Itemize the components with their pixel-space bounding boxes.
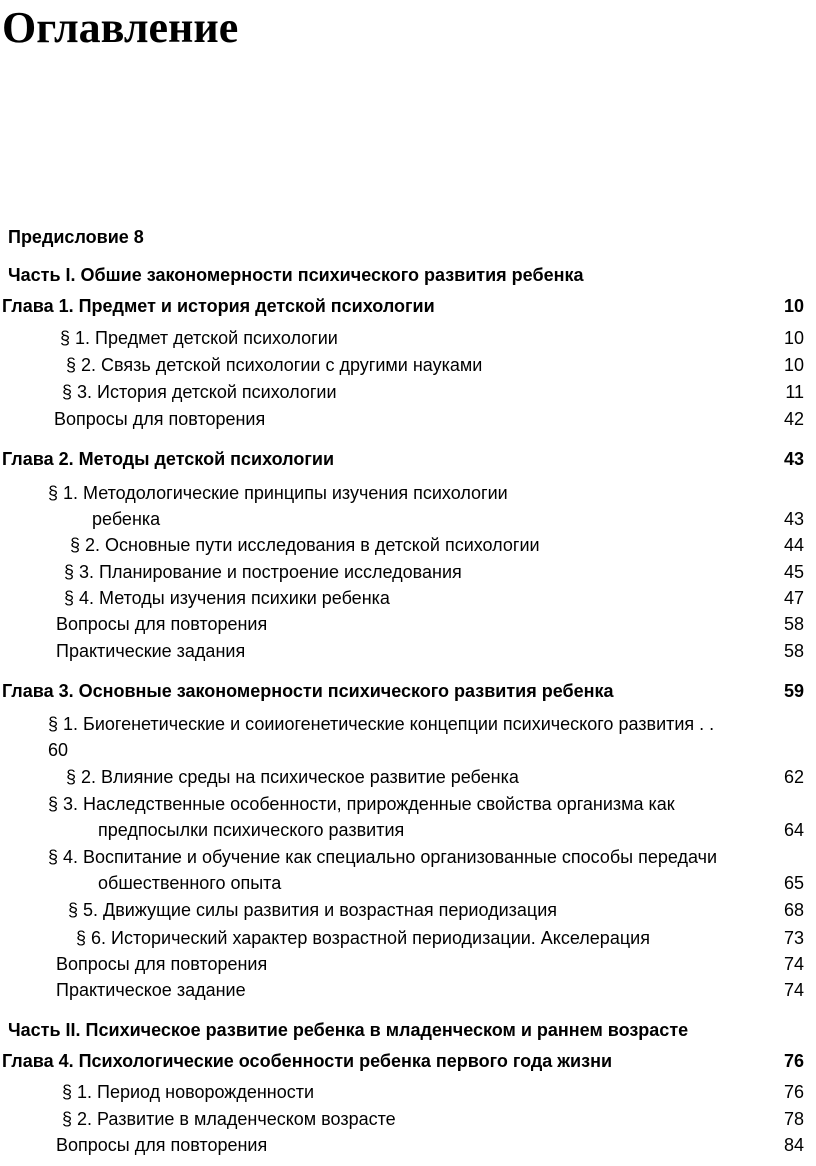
toc-entry [0,559,816,585]
toc-entry [0,1079,816,1105]
toc-entry [0,506,816,532]
toc-entry-title: § 1. Методологические принципы изучения психологии [48,483,508,503]
toc-entry-page: 59 [783,681,804,701]
page-title: Оглавление [2,3,239,52]
toc-entry-title: Часть II. Психическое развитие ребенка в младенческом и раннем возрасте [8,1020,689,1040]
toc-entry-page: 11 [785,382,804,402]
toc-entry-title: § 1. Период новорожденности [62,1082,315,1102]
toc-entry-title: § 6. Исторический характер возрастной периодизации. Акселерация [76,928,650,948]
toc-entry [0,352,816,378]
toc-entry-title: предпосылки психического развития [98,820,405,840]
toc-entry [0,764,816,790]
toc-entry-page: 74 [783,954,804,974]
toc-heading [0,446,816,472]
toc-entry-page: 10 [783,355,804,375]
toc-entry [0,977,816,1003]
toc-entry [0,844,816,870]
toc-entry [0,817,816,843]
toc-entry [0,1106,816,1132]
toc-entry-page: 43 [783,449,804,469]
toc-entry-page: 76 [783,1082,804,1102]
toc-entry-page: 10 [783,296,804,316]
toc-entry-title: § 3. Наследственные особенности, прирожденные свойства организма как [48,794,675,814]
toc-entry-title: § 1. Предмет детской психологии [60,328,338,348]
toc-entry [0,737,816,763]
toc-entry-page: 78 [783,1109,804,1129]
toc-entry-page: 65 [783,873,804,893]
toc-entry [0,379,816,405]
toc-entry-title: § 5. Движущие силы развития и возрастная периодизация [68,900,557,920]
toc-heading [0,1017,816,1043]
toc-entry-title: Глава 3. Основные закономерности психического развития ребенка [2,681,614,701]
toc-entry-title: Практические задания [56,641,246,661]
toc-entry-title: § 3. Планирование и построение исследования [64,562,462,582]
toc-entry-title: Часть I. Обшие закономерности психического развития ребенка [8,265,584,285]
toc-entry [0,951,816,977]
toc-entry-page: 10 [783,328,804,348]
toc-entry-page: 62 [783,767,804,787]
toc-entry [0,585,816,611]
toc-entry-page: 43 [783,509,804,529]
toc-entry-title: Вопросы для повторения [56,1135,268,1155]
toc-entry-title: Вопросы для повторения [54,409,266,429]
toc-entry [0,480,816,506]
toc-entry [0,711,816,737]
toc-entry [0,1132,816,1158]
toc-entry-page: 73 [783,928,804,948]
toc-entry-page: 58 [783,614,804,634]
toc-entry-title: Предисловие 8 [8,227,144,247]
toc-heading [0,1048,816,1074]
toc-entry-page: 74 [783,980,804,1000]
toc-entry-page: 47 [783,588,804,608]
toc-entry-page: 45 [783,562,804,582]
toc-entry-page: 42 [783,409,804,429]
toc-entry [0,870,816,896]
toc-entry-page: 44 [783,535,804,555]
toc-entry-title: § 2. Развитие в младенческом возрасте [62,1109,396,1129]
toc-entry-title: § 2. Основные пути исследования в детской психологии [70,535,540,555]
toc-entry-title: § 2. Влияние среды на психическое развитие ребенка [66,767,519,787]
toc-entry [0,532,816,558]
toc-entry [0,925,816,951]
toc-heading [0,678,816,704]
toc-entry-title: § 1. Биогенетические и соииогенетические концепции психического развития . . [48,714,715,734]
toc-entry-title: § 2. Связь детской психологии с другими науками [66,355,483,375]
toc-entry-title: § 4. Методы изучения психики ребенка [64,588,390,608]
toc-entry-page: 84 [783,1135,804,1155]
toc-entry-title: Вопросы для повторения [56,954,268,974]
toc-entry [0,611,816,637]
toc-entry [0,897,816,923]
toc-entry-page: 68 [783,900,804,920]
toc-heading [0,224,816,250]
toc-entry-title: Практическое задание [56,980,246,1000]
toc-entry-title: Глава 2. Методы детской психологии [2,449,335,469]
toc-heading [0,293,816,319]
toc-entry-title: Глава 4. Психологические особенности ребенка первого года жизни [2,1051,613,1071]
toc-entry [0,791,816,817]
toc-entry-title: Вопросы для повторения [56,614,268,634]
toc-entry-title: обшественного опыта [98,873,282,893]
toc-entry [0,406,816,432]
toc-entry-title: ребенка [92,509,161,529]
toc-entry [0,638,816,664]
toc-entry [0,325,816,351]
toc-entry-page: 64 [783,820,804,840]
toc-entry-title: § 4. Воспитание и обучение как специально организованные способы передачи [48,847,718,867]
toc-entry-title: § 3. История детской психологии [62,382,337,402]
toc-entry-page: 58 [783,641,804,661]
toc-entry-title: 60 [48,740,69,760]
toc-entry-page: 76 [783,1051,804,1071]
toc-heading [0,262,816,288]
toc-entry-title: Глава 1. Предмет и история детской психологии [2,296,435,316]
